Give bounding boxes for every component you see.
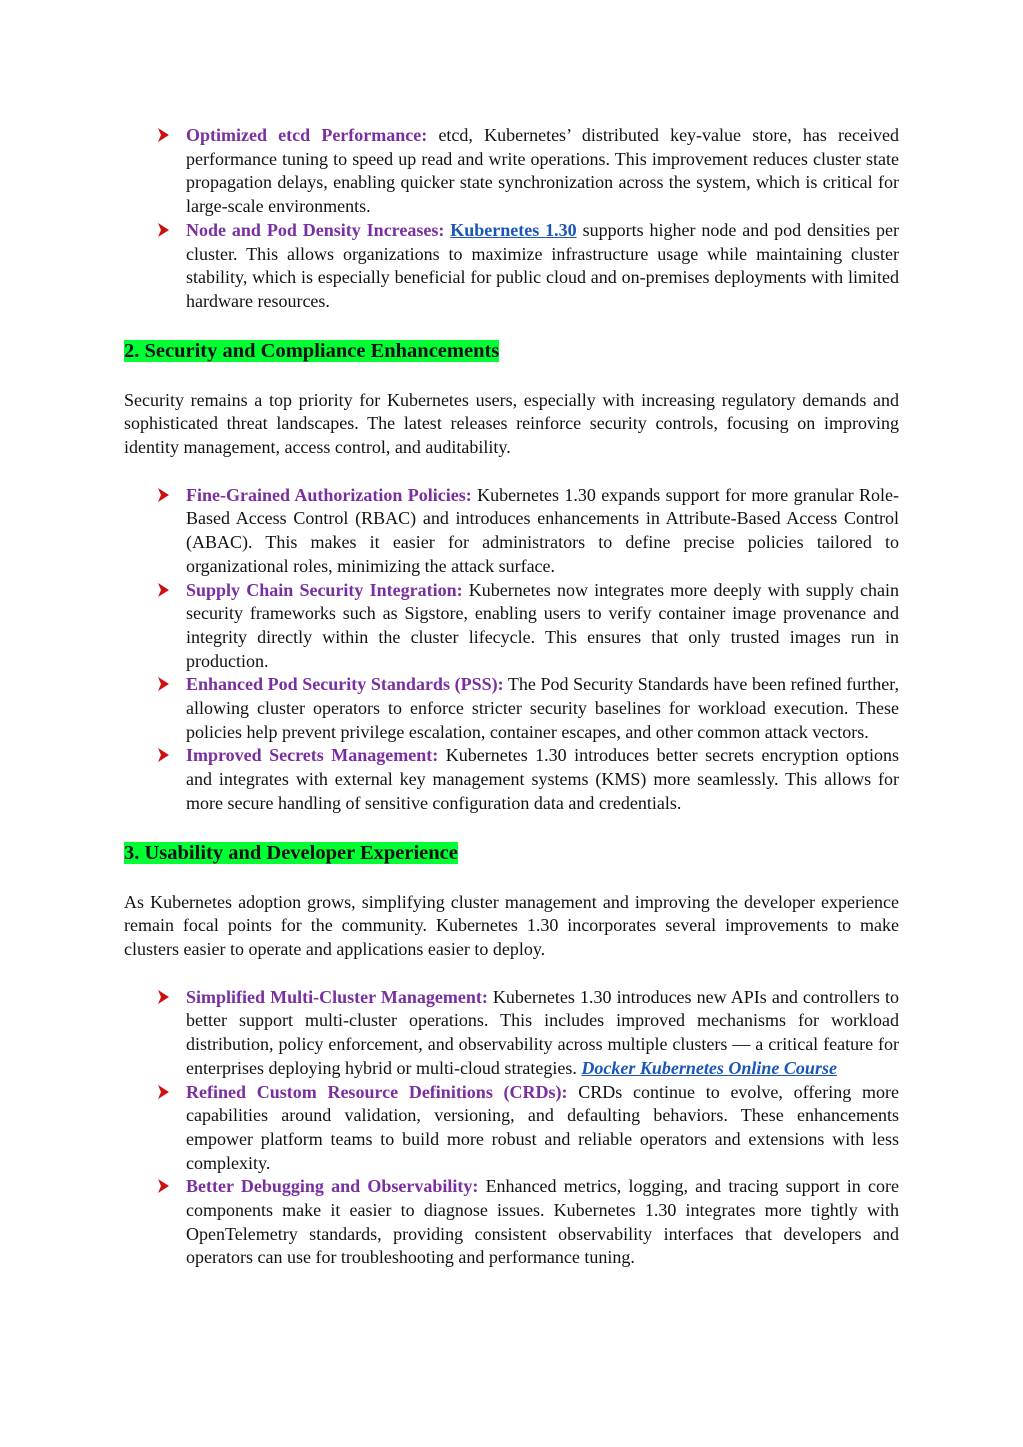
course-link[interactable]: Docker Kubernetes Online Course — [581, 1057, 837, 1078]
kubernetes-link[interactable]: Kubernetes 1.30 — [450, 219, 577, 240]
arrowhead-bullet-icon — [157, 676, 170, 692]
arrowhead-bullet-icon — [157, 1084, 170, 1100]
section-intro: As Kubernetes adoption grows, simplifying cluster management and improving the developer experience remain focal points for the community. Kubernetes 1.30 incorporates several improvements to make clusters easier to operate and applications easier to deploy. — [124, 891, 899, 959]
item-text: Enhanced metrics, logging, and tracing support in core components make it easier to diagnose issues. Kubernetes 1.30 integrates more tightly with OpenTelemetry standards, providing consistent observability interfaces that developers and operators can use for troubleshooting and performance tuning. — [186, 1176, 899, 1268]
list-item — [124, 124, 899, 219]
list-item — [124, 1081, 899, 1176]
item-text: supports higher node and pod densities per cluster. This allows organizations to maximize infrastructure usage while maintaining cluster stability, which is especially beneficial for public cloud and on-premises deployments with limited hardware resources. — [186, 219, 899, 311]
item-text: CRDs continue to evolve, offering more capabilities around validation, versioning, and defaulting behaviors. These enhancements empower platform teams to build more robust and reliable operators and extensions with less complexity. — [186, 1081, 900, 1173]
item-term: Optimized etcd Performance: — [186, 125, 428, 145]
item-text: Kubernetes 1.30 expands support for more granular Role-Based Access Control (RBAC) and introduces enhancements in Attribute-Based Access Control (ABAC). This makes it easier for administrators to define precise policies tailored to organizational roles, minimizing the attack surface. — [186, 484, 899, 576]
item-term: Node and Pod Density Increases: — [186, 219, 445, 240]
arrowhead-bullet-icon — [157, 127, 170, 143]
item-text: etcd, Kubernetes’ distributed key-value store, has received performance tuning to speed up read and write operations. This improvement reduces cluster state propagation delays, enabling quicker state synchronization across the system, which is critical for large-scale environments. — [186, 125, 899, 217]
item-term: Fine-Grained Authorization Policies: — [186, 484, 472, 505]
arrowhead-bullet-icon — [157, 222, 170, 238]
usability-bullet-list — [124, 986, 899, 1270]
item-term: Enhanced Pod Security Standards (PSS): — [186, 674, 504, 695]
item-text: Kubernetes now integrates more deeply with supply chain security frameworks such as Sigstore, enabling users to verify container image provenance and integrity directly within the cluster lifecycle. This ensures that only trusted images run in production. — [186, 579, 899, 671]
item-term: Simplified Multi-Cluster Management: — [186, 986, 488, 1007]
list-item — [124, 673, 899, 744]
intro-bullet-list — [124, 124, 899, 314]
arrowhead-bullet-icon — [157, 487, 170, 503]
list-item — [124, 986, 899, 1081]
item-text: Kubernetes 1.30 introduces new APIs and controllers to better support multi-cluster operations. This includes improved mechanisms for workload distribution, policy enforcement, and observability across multiple clusters — a critical feature for enterprises deploying hybrid or multi-cloud strategies. — [186, 986, 899, 1078]
item-term: Better Debugging and Observability: — [186, 1176, 479, 1197]
item-text: Kubernetes 1.30 introduces better secrets encryption options and integrates with external key management systems (KMS) more seamlessly. This allows for more secure handling of sensitive configuration data and credentials. — [186, 745, 899, 813]
item-term: Refined Custom Resource Definitions (CRDs): — [186, 1081, 568, 1102]
item-text: The Pod Security Standards have been refined further, allowing cluster operators to enforce stricter security baselines for workload execution. These policies help prevent privilege escalation, container escapes, and other common attack vectors. — [186, 674, 899, 742]
arrowhead-bullet-icon — [157, 989, 170, 1005]
list-item — [124, 219, 899, 314]
section-heading: 3. Usability and Developer Experience — [124, 841, 458, 864]
item-term: Supply Chain Security Integration: — [186, 579, 463, 600]
item-term: Improved Secrets Management: — [186, 745, 439, 766]
arrowhead-bullet-icon — [157, 747, 170, 763]
section-intro: Security remains a top priority for Kubernetes users, especially with increasing regulatory demands and sophisticated threat landscapes. The latest releases reinforce security controls, focusing on improving identity management, access control, and auditability. — [124, 389, 899, 458]
list-item — [124, 579, 899, 674]
security-bullet-list — [124, 484, 899, 816]
arrowhead-bullet-icon — [157, 582, 170, 598]
list-item — [124, 744, 899, 815]
section-heading: 2. Security and Compliance Enhancements — [124, 339, 500, 362]
list-item — [124, 1175, 899, 1270]
list-item — [124, 484, 899, 579]
arrowhead-bullet-icon — [157, 1178, 170, 1194]
